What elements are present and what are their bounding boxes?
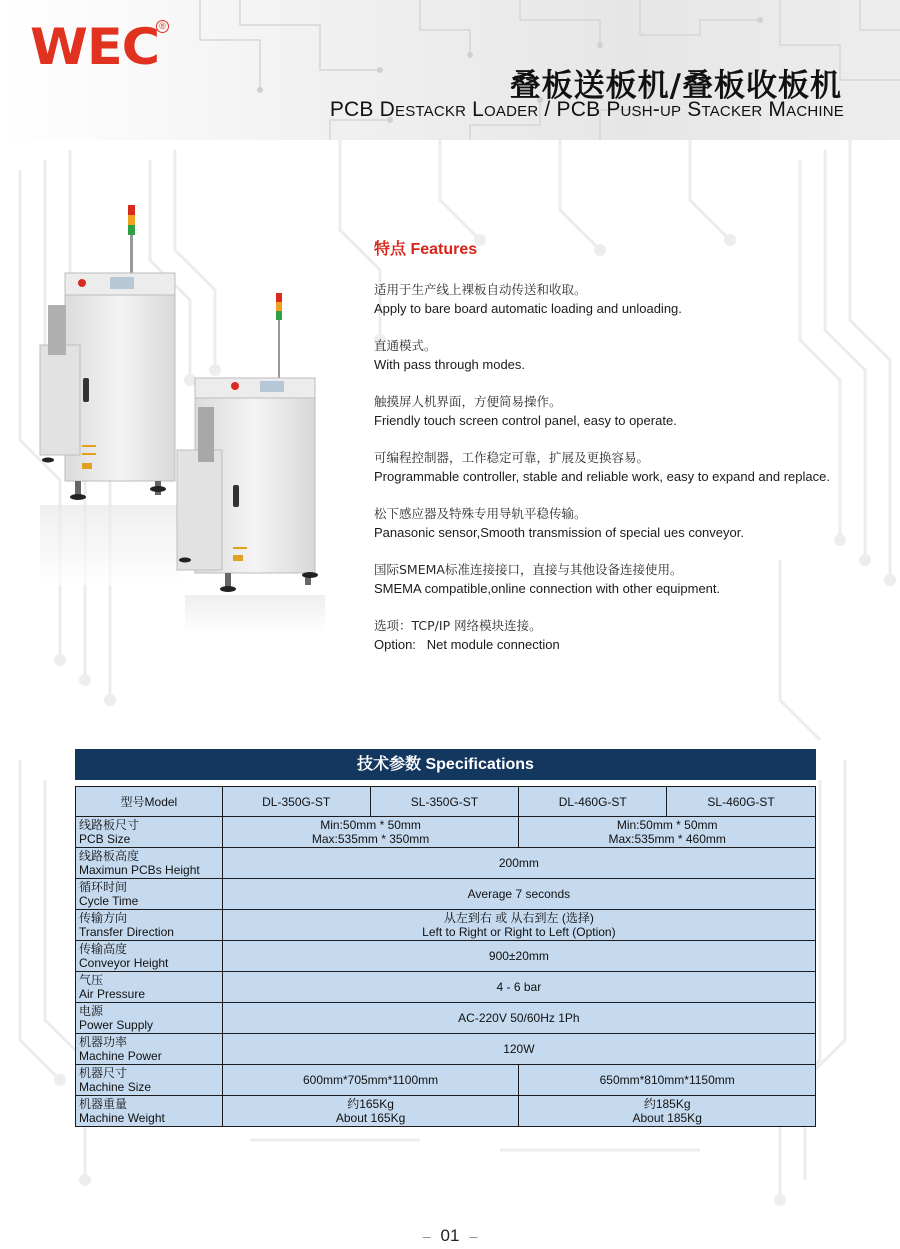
specs-table [75, 786, 816, 1127]
page-dash-right: – [469, 1228, 478, 1244]
page-number-value: 01 [440, 1226, 460, 1245]
feature-item [374, 337, 874, 374]
row-label: 机器功率 Machine Power [76, 1034, 223, 1065]
feature-text-cn: 松下感应器及特殊专用导轨平稳传输。 [374, 506, 587, 521]
feature-text-en: Programmable controller, stable and reliable work, easy to expand and replace. [374, 468, 830, 484]
value-cell: AC-220V 50/60Hz 1Ph [222, 1003, 815, 1034]
value-cell: 900±20mm [222, 941, 815, 972]
table-row [76, 1003, 816, 1034]
value-cell: 200mm [222, 848, 815, 879]
feature-item [374, 561, 874, 598]
table-row [76, 972, 816, 1003]
value-cell: 从左到右 或 从右到左 (选择) Left to Right or Right to Left (Option) [222, 910, 815, 941]
value-cell: 650mm*810mm*1150mm [519, 1065, 816, 1096]
registered-mark: ® [156, 20, 169, 33]
feature-text-en: Panasonic sensor,Smooth transmission of special ues conveyor. [374, 524, 744, 540]
value-cell: 600mm*705mm*1100mm [222, 1065, 519, 1096]
specs-heading: 技术参数 Specifications [75, 749, 816, 780]
table-row [76, 1096, 816, 1127]
row-label: 机器尺寸 Machine Size [76, 1065, 223, 1096]
wec-logo: WEC [30, 18, 160, 76]
row-label: 线路板高度 Maximun PCBs Height [76, 848, 223, 879]
page-dash-left: – [422, 1228, 431, 1244]
feature-text-en: Apply to bare board automatic loading and unloading. [374, 300, 682, 316]
row-label: 传输方向 Transfer Direction [76, 910, 223, 941]
model-cell: DL-460G-ST [519, 787, 667, 817]
model-cell: DL-350G-ST [222, 787, 370, 817]
page-title-en: PCB Destackr Loader / PCB Push-up Stacker Machine [329, 98, 844, 121]
machine-large [40, 205, 180, 585]
value-cell: 约185Kg About 185Kg [519, 1096, 816, 1127]
feature-text-en: SMEMA compatible,online connection with other equipment. [374, 580, 721, 596]
machine-small [177, 293, 325, 635]
value-cell: 约165Kg About 165Kg [222, 1096, 519, 1127]
feature-item [374, 617, 874, 654]
model-label-cell: 型号Model [76, 787, 223, 817]
feature-item [374, 393, 874, 430]
feature-item [374, 505, 874, 542]
machines-illustration [20, 195, 340, 645]
value-cell: 120W [222, 1034, 815, 1065]
feature-text-cn: 可编程控制器，工作稳定可靠，扩展及更换容易。 [374, 450, 650, 465]
table-row [76, 1065, 816, 1096]
value-cell: 4 - 6 bar [222, 972, 815, 1003]
table-row [76, 848, 816, 879]
feature-item [374, 281, 874, 318]
features-heading: 特点 Features [374, 241, 478, 258]
value-cell: Average 7 seconds [222, 879, 815, 910]
page-header [0, 0, 900, 140]
feature-text-cn: 适用于生产线上裸板自动传送和收取。 [374, 282, 587, 297]
row-label: 机器重量 Machine Weight [76, 1096, 223, 1127]
feature-text-cn: 直通模式。 [374, 338, 437, 353]
feature-text-cn: 触摸屏人机界面，方便简易操作。 [374, 394, 562, 409]
model-cell: SL-350G-ST [370, 787, 519, 817]
table-row [76, 879, 816, 910]
table-row [76, 941, 816, 972]
row-label: 循环时间 Cycle Time [76, 879, 223, 910]
features-section [374, 236, 874, 673]
model-cell: SL-460G-ST [667, 787, 816, 817]
feature-item [374, 449, 874, 486]
table-row [76, 817, 816, 848]
table-row [76, 1034, 816, 1065]
row-label: 线路板尺寸 PCB Size [76, 817, 223, 848]
row-label: 电源 Power Supply [76, 1003, 223, 1034]
value-cell: Min:50mm * 50mm Max:535mm * 460mm [519, 817, 816, 848]
feature-text-en: With pass through modes. [374, 356, 526, 372]
feature-text-en: Option: Net module connection [374, 636, 560, 652]
row-label: 传输高度 Conveyor Height [76, 941, 223, 972]
feature-text-cn: 国际SMEMA标准连接接口，直接与其他设备连接使用。 [374, 562, 683, 577]
table-row [76, 910, 816, 941]
feature-text-cn: 选项：TCP/IP 网络模块连接。 [374, 618, 542, 633]
row-label: 气压 Air Pressure [76, 972, 223, 1003]
feature-text-en: Friendly touch screen control panel, easy to operate. [374, 412, 677, 428]
page-title-cn: 叠板送板机/叠板收板机 [509, 68, 842, 104]
page-number [0, 1226, 900, 1246]
table-header-row [76, 787, 816, 817]
value-cell: Min:50mm * 50mm Max:535mm * 350mm [222, 817, 519, 848]
